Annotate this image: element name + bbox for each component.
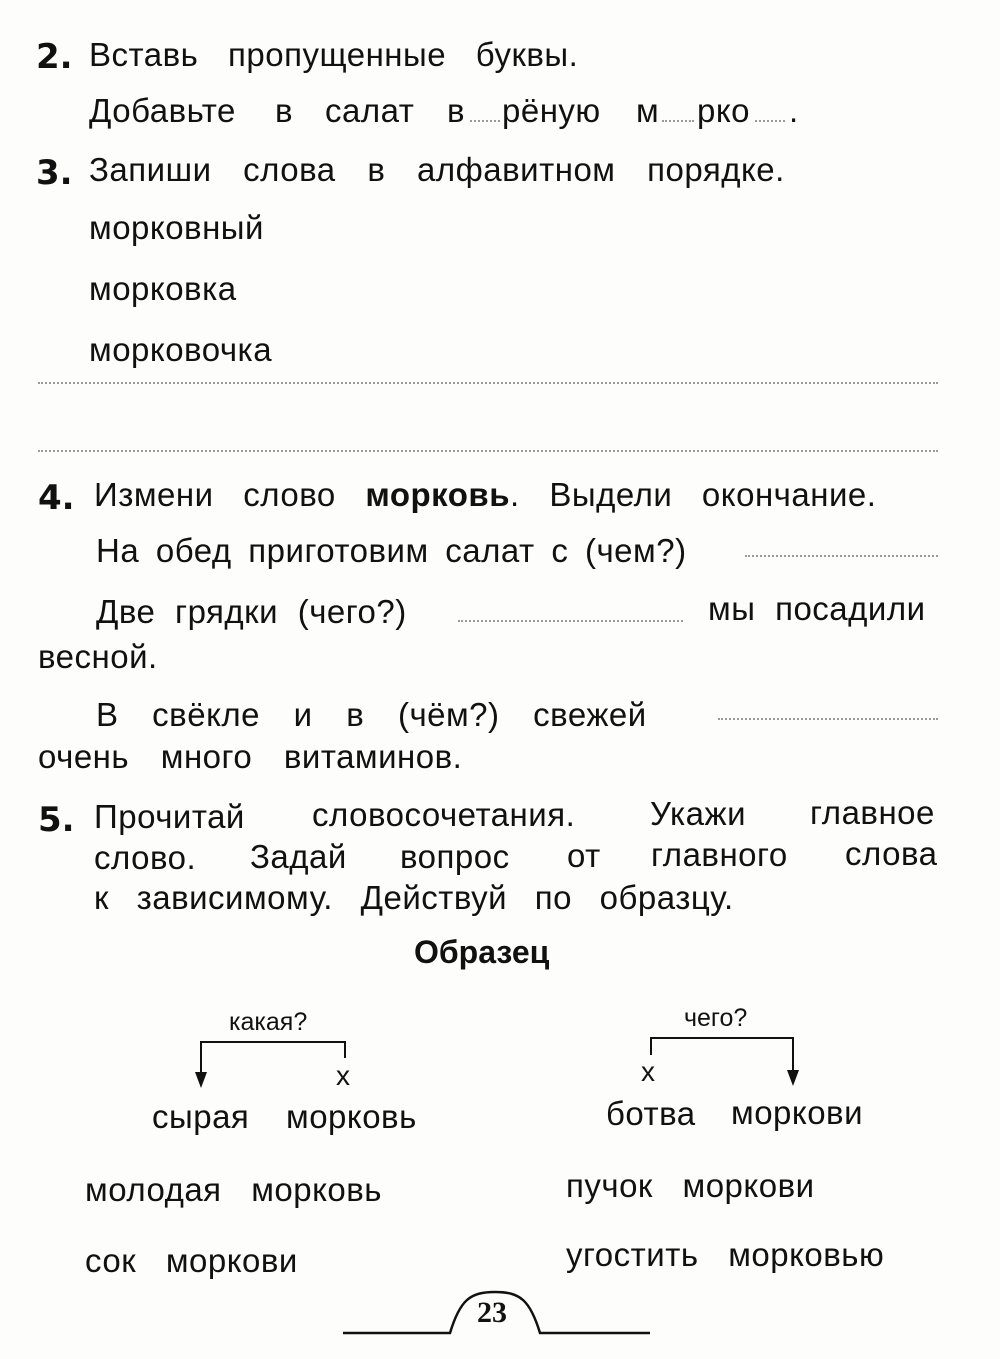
word: слова: [845, 835, 938, 872]
instruction-keyword: морковь: [365, 476, 510, 513]
task-4-sentence-2-end: мы посадили: [708, 590, 926, 627]
word-list-item: морковочка: [89, 331, 273, 368]
sample-2-dependent-word: моркови: [731, 1094, 864, 1131]
task-4-sentence-2: Две грядки (чего?): [96, 593, 407, 630]
word: вопрос: [400, 838, 510, 875]
instruction-line: к зависимому. Действуй по образцу.: [94, 879, 734, 916]
sample-1-main-word: морковь: [286, 1098, 417, 1135]
word: от: [567, 837, 601, 874]
word: рёную: [502, 92, 601, 129]
task-4-sentence-3-continuation: очень много витаминов.: [38, 738, 463, 775]
instruction-text: . Выдели окончание.: [510, 476, 877, 513]
phrase-item: угостить морковью: [566, 1236, 885, 1273]
task-4-sentence-1: На обед приготовим салат с (чем?): [96, 532, 687, 569]
task-3-number: 3.: [36, 153, 73, 193]
phrase-item: сок моркови: [85, 1242, 298, 1279]
sample-1-dependent-word: сырая: [152, 1098, 250, 1135]
phrase-item: молодая морковь: [85, 1171, 382, 1208]
sample-1-main-mark: x: [336, 1060, 350, 1091]
word: м: [636, 92, 660, 129]
word: слово.: [94, 839, 197, 876]
word: Задай: [250, 838, 347, 875]
page-number: 23: [477, 1296, 507, 1329]
sample-2-main-word: ботва: [606, 1095, 696, 1132]
word: в: [275, 92, 294, 129]
sample-1-question: какая?: [229, 1008, 308, 1036]
word: салат: [325, 92, 415, 129]
word: главного: [651, 836, 788, 873]
instruction-text: Измени слово: [94, 476, 336, 513]
word-list-item: морковка: [89, 270, 237, 307]
sample-title: Образец: [414, 934, 550, 970]
task-2-number: 2.: [36, 37, 73, 77]
word: .: [789, 92, 799, 129]
word: Укажи: [650, 795, 747, 832]
word: словосочетания.: [312, 796, 576, 833]
word: главное: [810, 794, 935, 831]
task-3-instruction: Запиши слова в алфавитном порядке.: [89, 151, 785, 188]
task-4-sentence-2-continuation: весной.: [38, 638, 158, 675]
word: рко: [697, 92, 751, 129]
sample-2-main-mark: x: [641, 1056, 655, 1087]
word: Прочитай: [94, 798, 245, 835]
task-4-sentence-3: В свёкле и в (чём?) свежей: [96, 696, 647, 733]
word-list-item: морковный: [89, 209, 264, 246]
task-4-number: 4.: [38, 478, 75, 518]
phrase-item: пучок моркови: [566, 1167, 815, 1204]
sample-2-question: чего?: [684, 1004, 748, 1032]
word: в: [447, 92, 466, 129]
word: Добавьте: [89, 92, 236, 129]
task-5-number: 5.: [38, 800, 75, 840]
task-2-instruction: Вставь пропущенные буквы.: [89, 36, 579, 73]
